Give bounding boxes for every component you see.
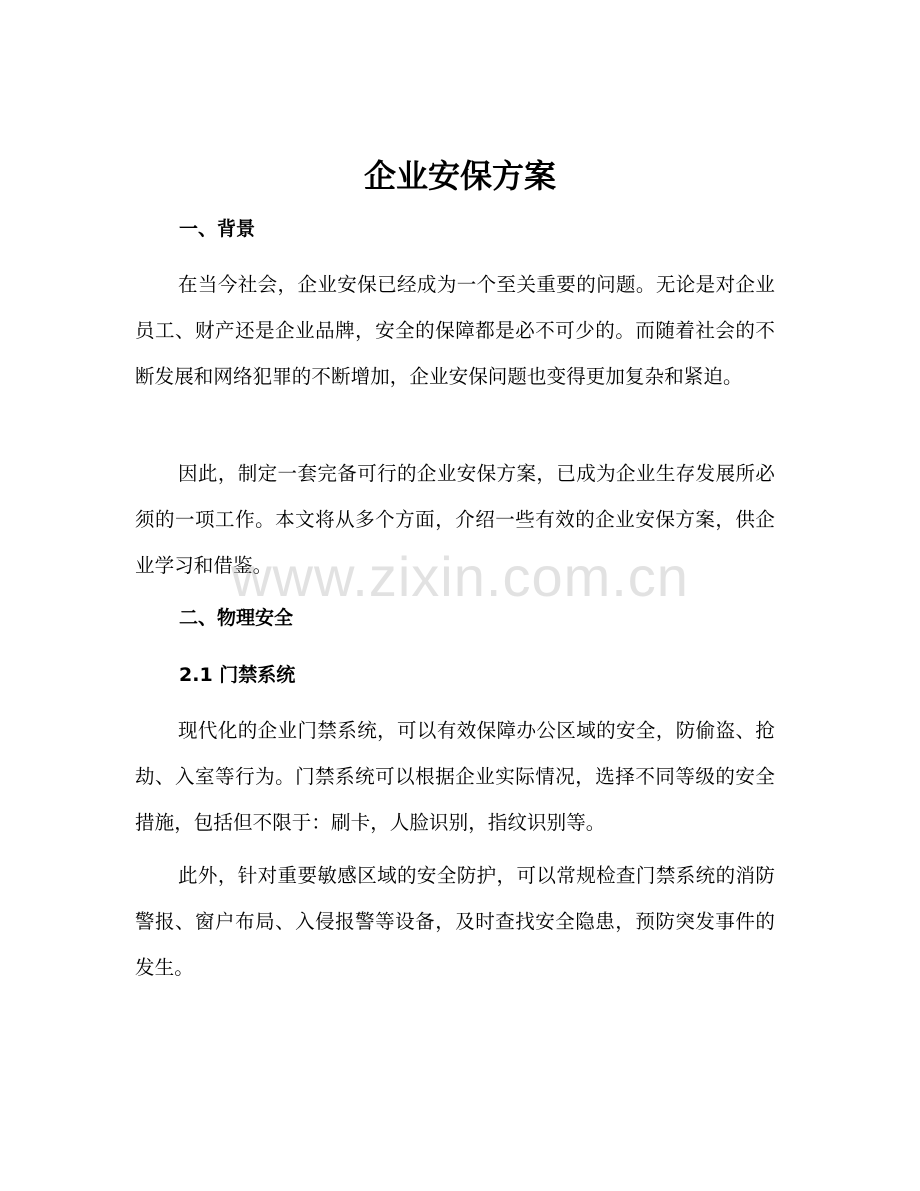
watermark: www.zixin.com.cn [231, 545, 689, 608]
paragraph-background-1: 在当今社会，企业安保已经成为一个至关重要的问题。无论是对企业员工、财产还是企业品牌，安全的保障都是必不可少的。而随着社会的不断发展和网络犯罪的不断增加，企业安保问题也变得更加复杂和紧迫。 [135, 273, 775, 388]
document-title: 企业安保方案 [363, 157, 556, 195]
subsection-heading-access-control: 2.1 门禁系统 [179, 664, 296, 686]
paragraph-access-control-1: 现代化的企业门禁系统，可以有效保障办公区域的安全，防偷盗、抢劫、入室等行为。门禁系统可以根据企业实际情况，选择不同等级的安全措施，包括但不限于：刷卡，人脸识别，指纹识别等。 [135, 719, 775, 834]
section-heading-physical-security: 二、物理安全 [179, 607, 294, 629]
paragraph-access-control-2: 此外，针对重要敏感区域的安全防护，可以常规检查门禁系统的消防警报、窗户布局、入侵报警等设备，及时查找安全隐患，预防突发事件的发生。 [135, 864, 775, 979]
section-heading-background: 一、背景 [179, 218, 256, 240]
paragraph-background-2: 因此，制定一套完备可行的企业安保方案，已成为企业生存发展所必须的一项工作。本文将从多个方面，介绍一些有效的企业安保方案，供企业学习和借鉴。 [135, 462, 775, 577]
